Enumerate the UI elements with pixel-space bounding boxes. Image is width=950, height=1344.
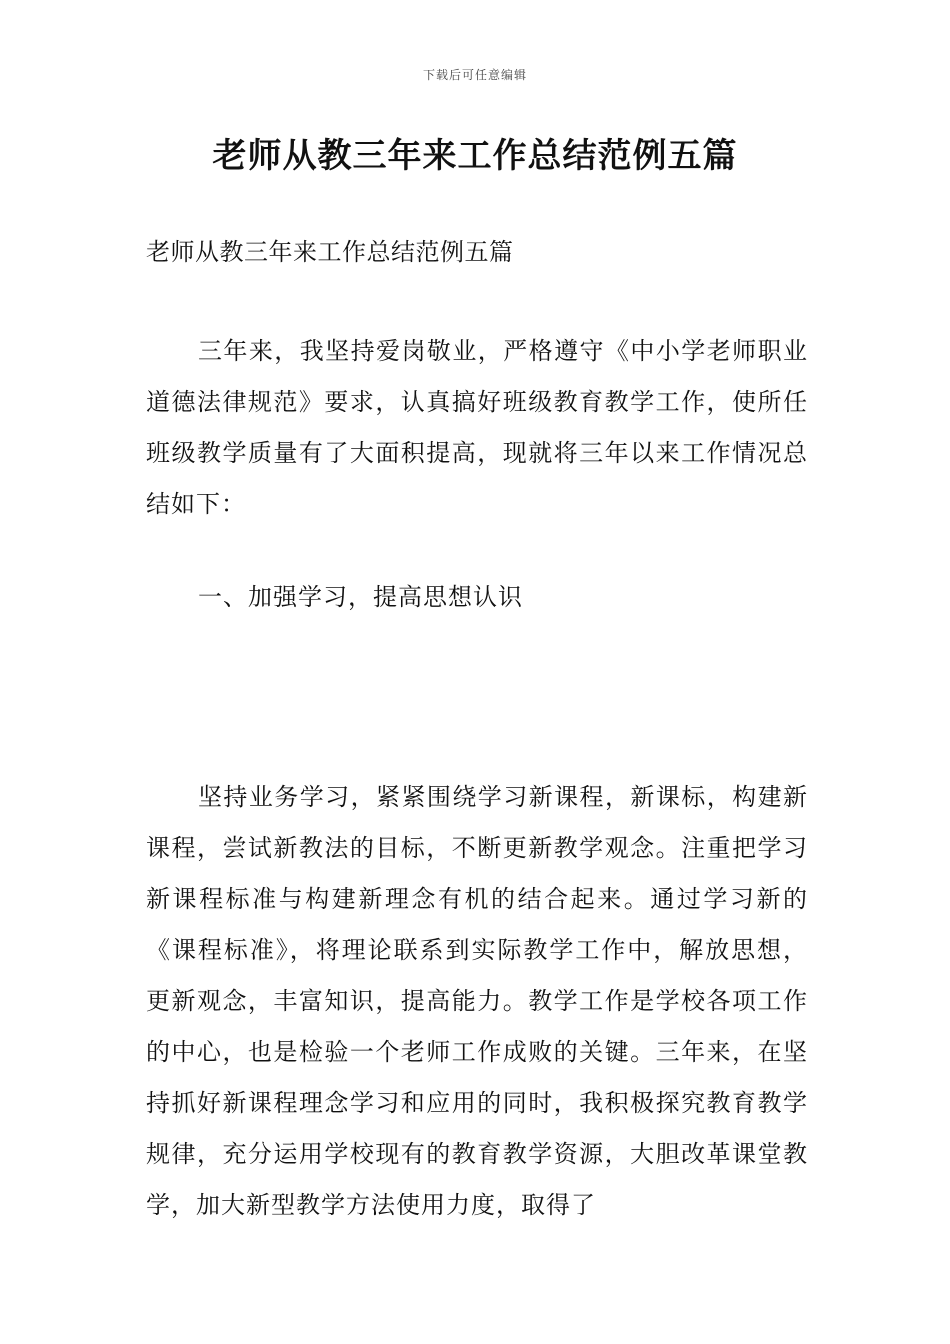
document-title: 老师从教三年来工作总结范例五篇 — [212, 136, 738, 176]
intro-paragraph: 三年来，我坚持爱岗敬业，严格遵守《中小学老师职业道德法律规范》要求，认真搞好班级教育教学工作，使所任班级教学质量有了大面积提高，现就将三年以来工作情况总结如下： — [146, 337, 808, 518]
body-paragraph: 坚持业务学习，紧紧围绕学习新课程，新课标，构建新课程，尝试新教法的目标，不断更新教学观念。注重把学习新课程标准与构建新理念有机的结合起来。通过学习新的《课程标准》，将理论联系到实际教学工作中，解放思想，更新观念，丰富知识，提高能力。教学工作是学校各项工作的中心，也是检验一个老师工作成败的关键。三年来，在坚持抓好新课程理念学习和应用的同时，我积极探究教育教学规律，充分运用学校现有的教育教学资源，大胆改革课堂教学，加大新型教学方法使用力度，取得了 — [146, 783, 808, 1219]
document-subtitle: 老师从教三年来工作总结范例五篇 — [146, 238, 514, 266]
header-note: 下载后可任意编辑 — [422, 68, 527, 82]
section-heading: 一、加强学习，提高思想认识 — [198, 583, 523, 611]
